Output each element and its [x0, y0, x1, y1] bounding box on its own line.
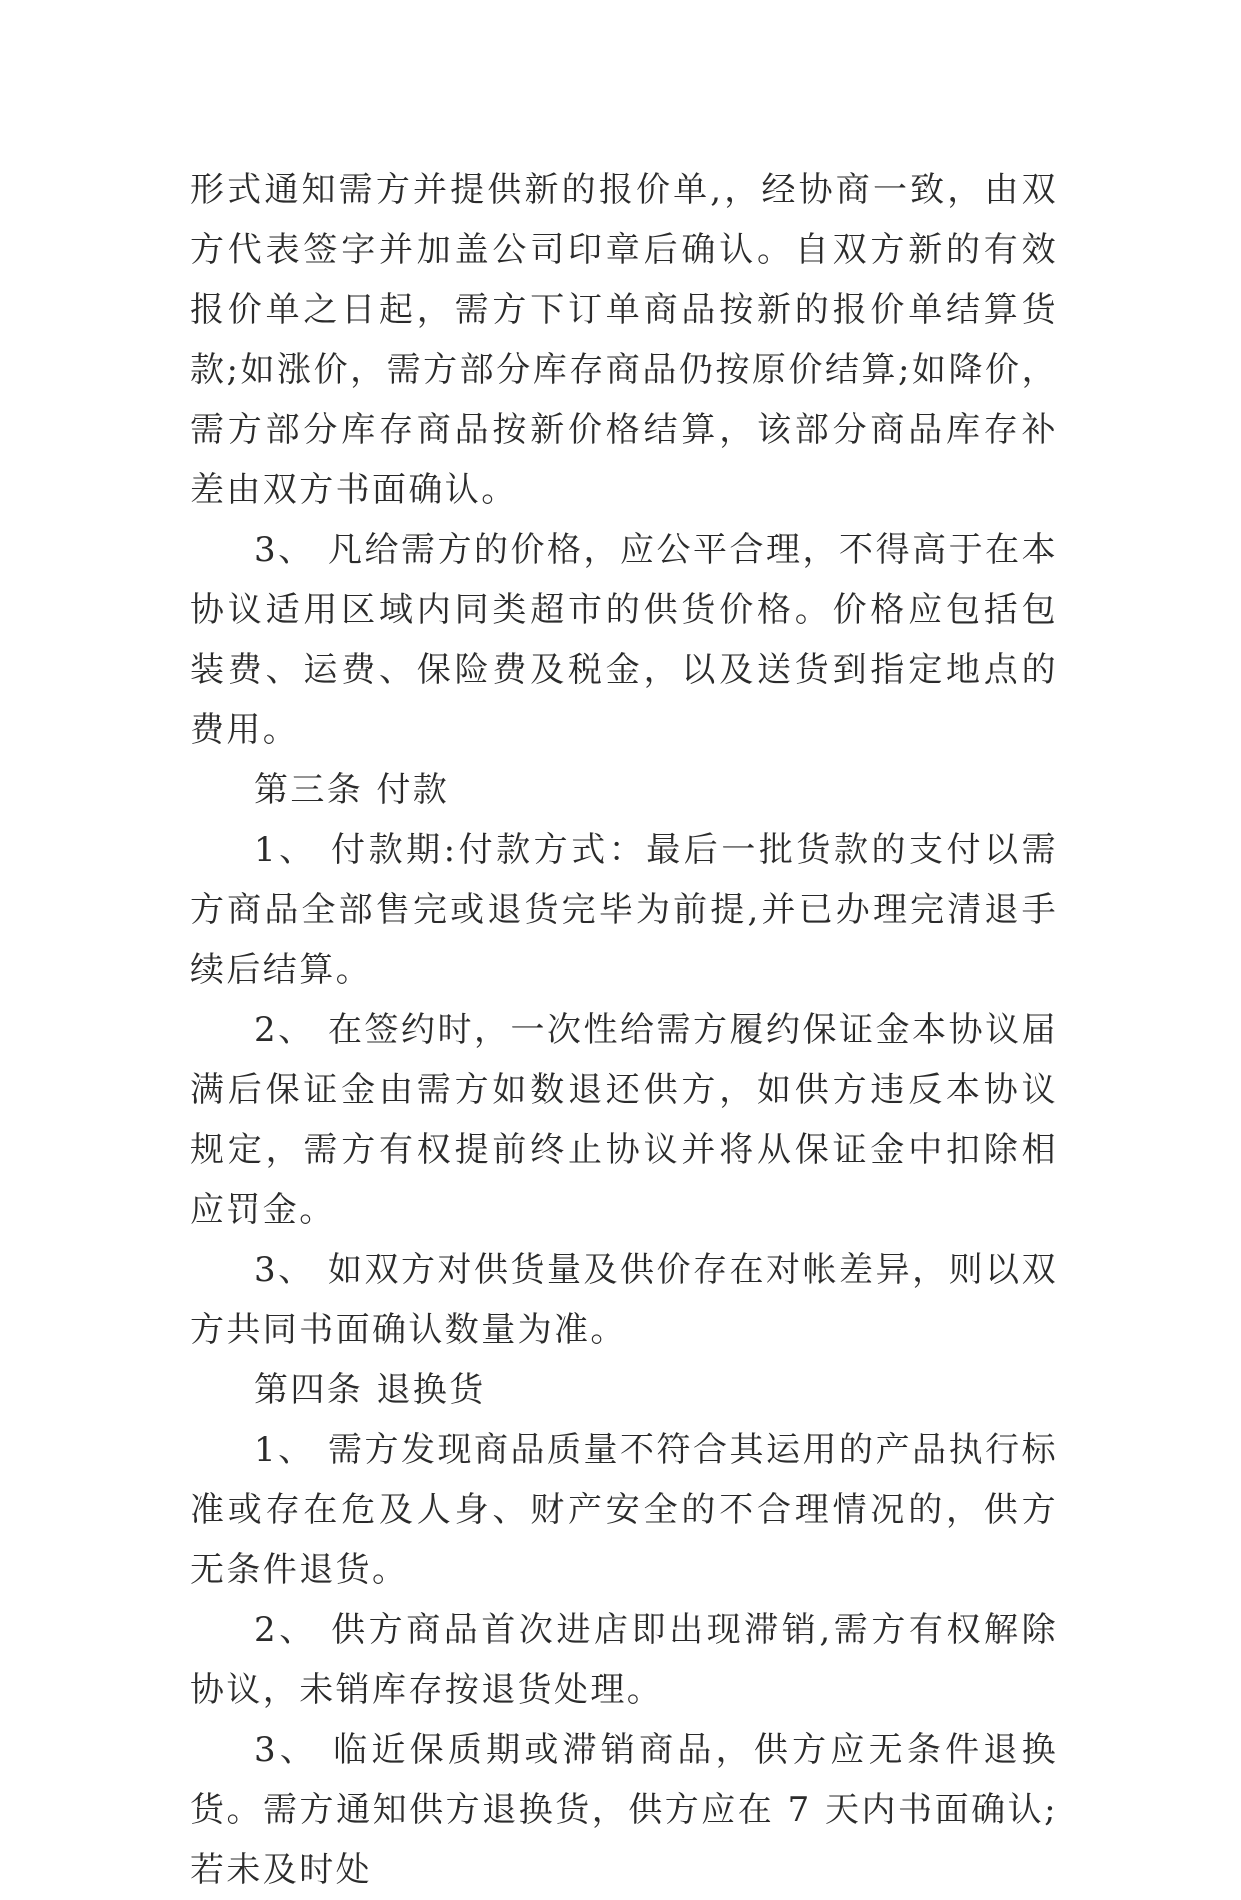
paragraph-expiry-exchange: 3、 临近保质期或滞销商品，供方应无条件退换货。需方通知供方退换货，供方应在 7 天内书面确认;若未及时处 — [190, 1730, 1058, 1890]
section-heading-returns: 第四条 退换货 — [254, 1370, 486, 1410]
document-body — [190, 160, 1058, 1900]
paragraph-deposit: 2、 在签约时，一次性给需方履约保证金本协议届满后保证金由需方如数退还供方，如供方违反本协议规定，需方有权提前终止协议并将从保证金中扣除相应罚金。 — [190, 1010, 1058, 1230]
paragraph-payment-terms: 1、 付款期:付款方式：最后一批货款的支付以需方商品全部售完或退货完毕为前提,并已办理完清退手续后结算。 — [190, 830, 1058, 990]
section-heading-payment: 第三条 付款 — [254, 770, 450, 810]
paragraph-price-fairness: 3、 凡给需方的价格，应公平合理，不得高于在本协议适用区域内同类超市的供货价格。价格应包括包装费、运费、保险费及税金，以及送货到指定地点的费用。 — [190, 530, 1058, 750]
paragraph-slow-sales: 2、 供方商品首次进店即出现滞销,需方有权解除协议，未销库存按退货处理。 — [190, 1610, 1058, 1710]
paragraph-price-adjustment: 形式通知需方并提供新的报价单,，经协商一致，由双方代表签字并加盖公司印章后确认。自双方新的有效报价单之日起，需方下订单商品按新的报价单结算货款;如涨价，需方部分库存商品仍按原价结算;如降价，需方部分库存商品按新价格结算，该部分商品库存补差由双方书面确认。 — [190, 170, 1058, 510]
paragraph-reconciliation: 3、 如双方对供货量及供价存在对帐差异，则以双方共同书面确认数量为准。 — [190, 1250, 1058, 1350]
paragraph-quality-return: 1、 需方发现商品质量不符合其运用的产品执行标准或存在危及人身、财产安全的不合理情况的，供方无条件退货。 — [190, 1430, 1058, 1590]
